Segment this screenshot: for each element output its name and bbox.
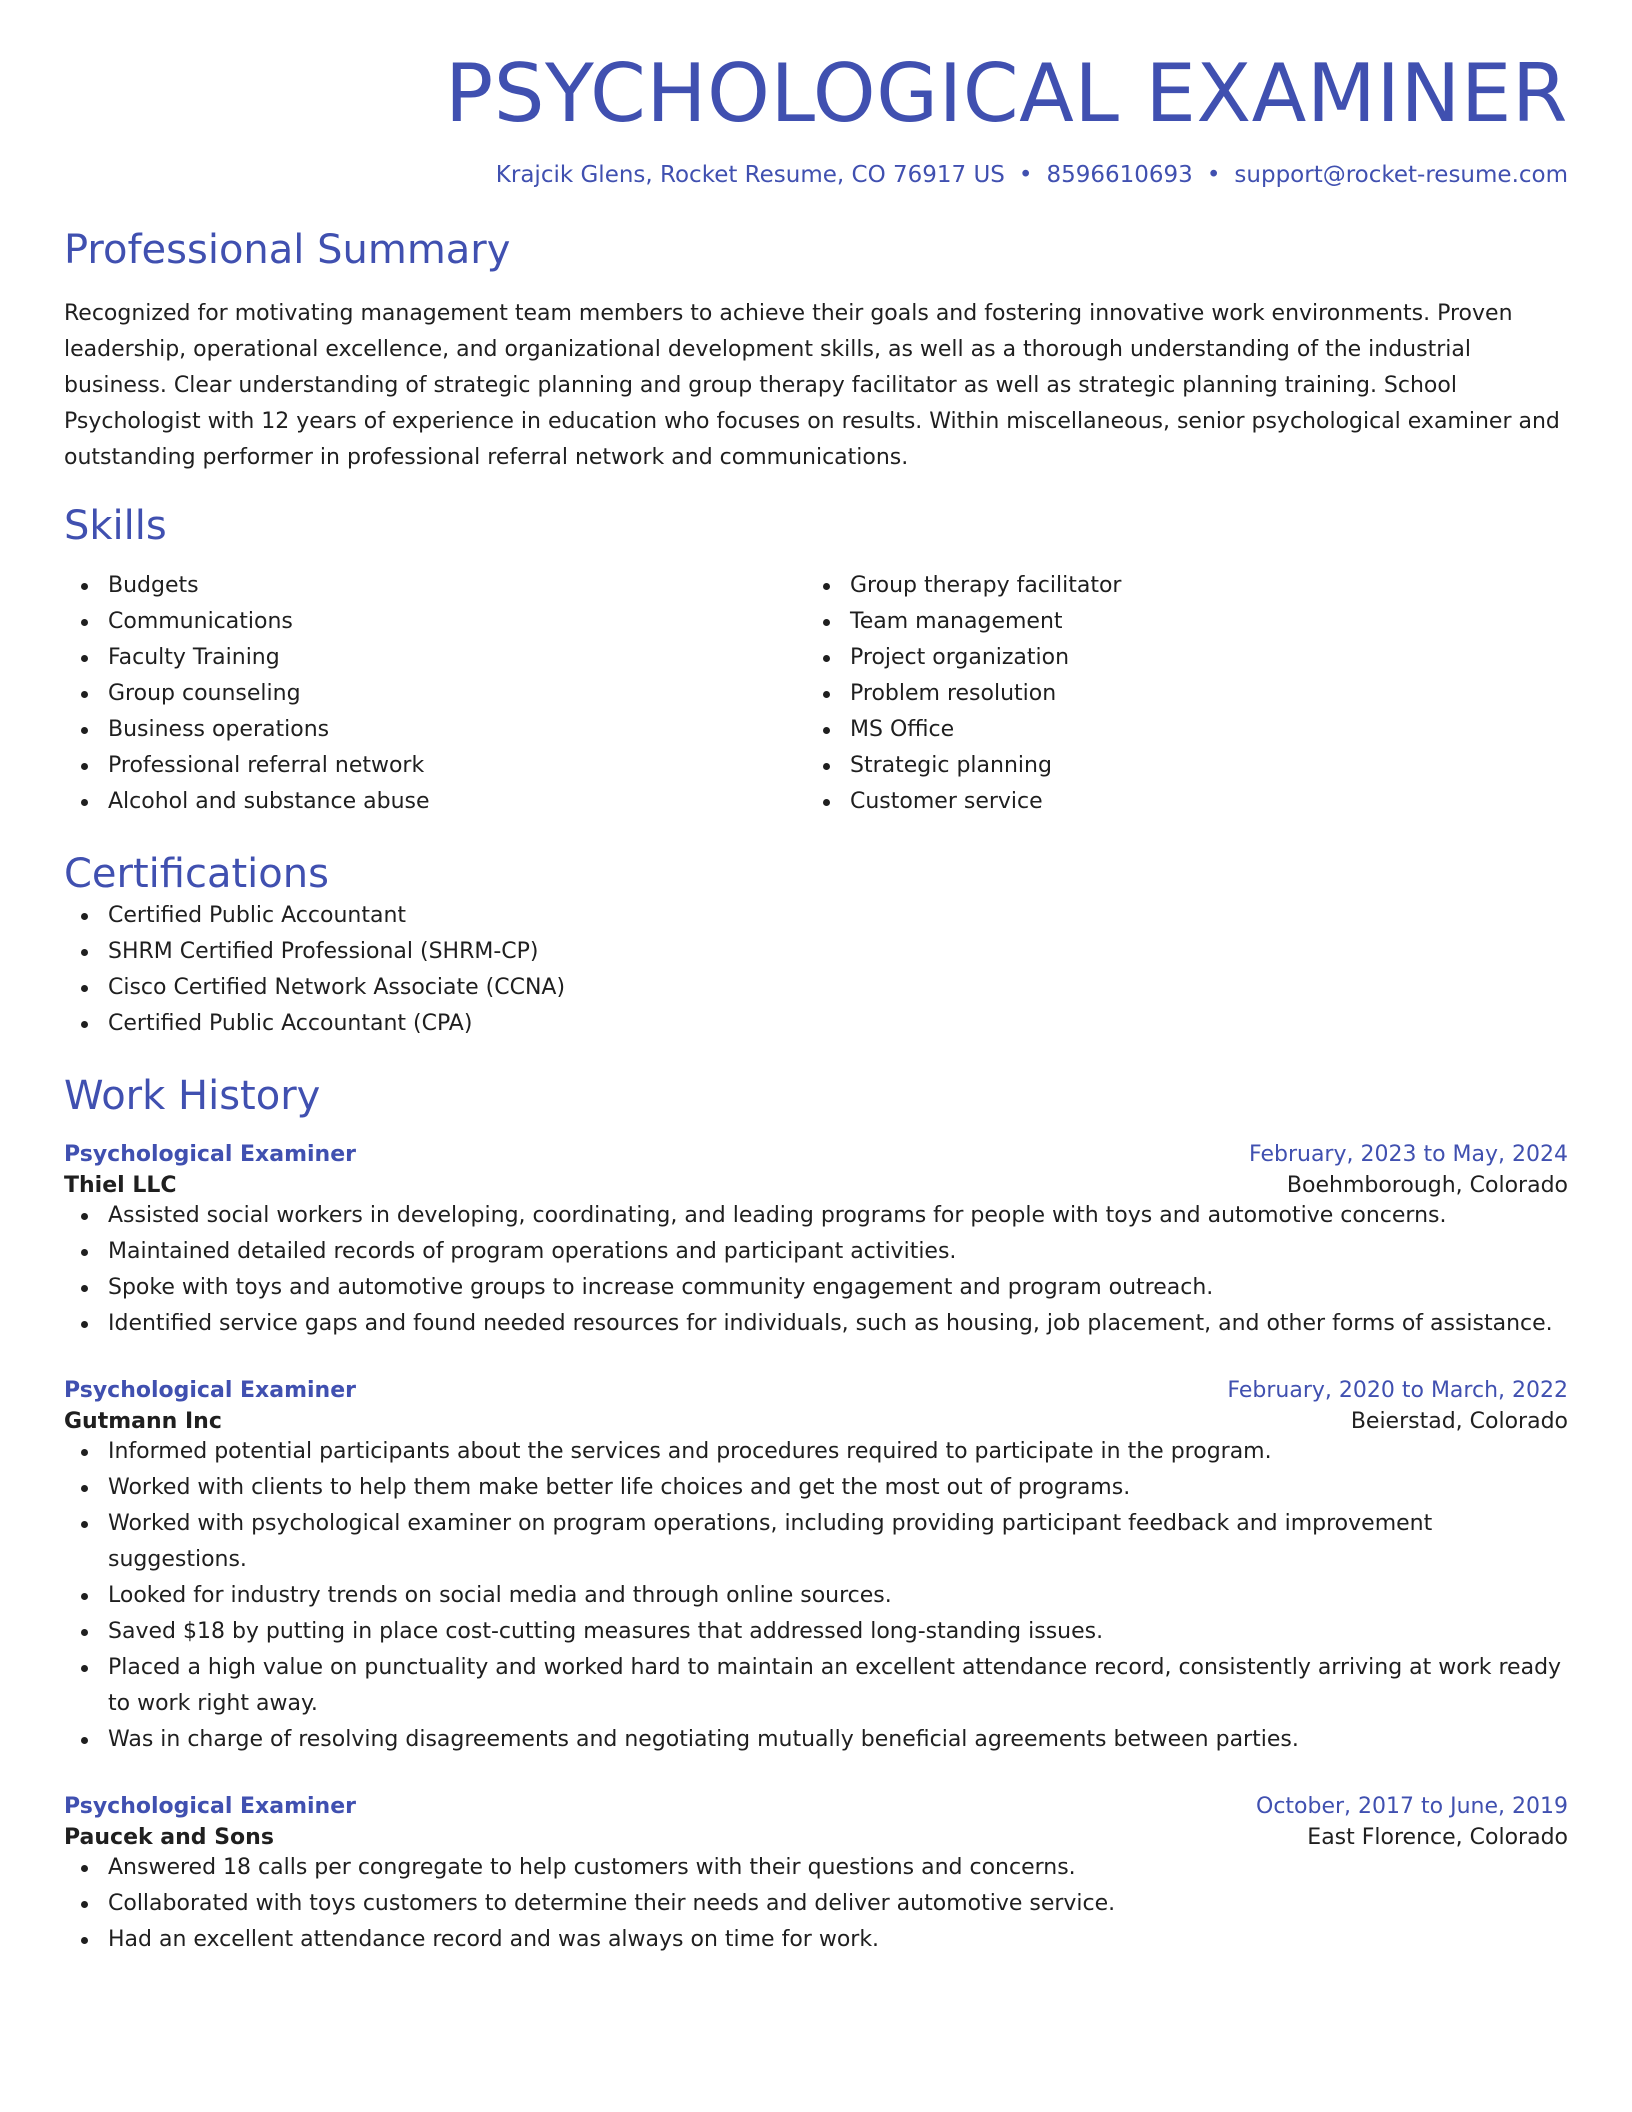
resume-header	[64, 47, 1568, 188]
job-bullet: Spoke with toys and automotive groups to increase community engagement and program outreach.	[64, 1270, 1568, 1306]
contact-email: support@rocket-resume.com	[1234, 162, 1568, 188]
certification-item: Certified Public Accountant	[64, 898, 1568, 934]
skills-column-right	[806, 568, 1548, 820]
job-bullet: Worked with psychological examiner on program operations, including providing participant feedback and improvement suggestions.	[64, 1506, 1568, 1578]
job-bullet: Collaborated with toys customers to determine their needs and deliver automotive service.	[64, 1886, 1568, 1922]
job-company-row	[64, 1409, 1568, 1434]
section-title-skills: Skills	[64, 503, 167, 549]
section-title-summary: Professional Summary	[64, 227, 511, 273]
skill-item: Faculty Training	[64, 640, 806, 676]
job-title: Psychological Examiner	[64, 1794, 356, 1819]
job-company: Gutmann Inc	[64, 1409, 222, 1434]
skill-item: Team management	[806, 604, 1548, 640]
job-title: Psychological Examiner	[64, 1378, 356, 1403]
job-bullets	[64, 1434, 1568, 1758]
skill-item: Project organization	[806, 640, 1548, 676]
job-location: Boehmborough, Colorado	[1286, 1173, 1568, 1198]
certification-item: SHRM Certified Professional (SHRM-CP)	[64, 934, 1568, 970]
skill-item: MS Office	[806, 712, 1548, 748]
skills-list-right	[806, 568, 1548, 820]
job-company-row	[64, 1173, 1568, 1198]
skill-item: Group counseling	[64, 676, 806, 712]
job-header-row	[64, 1142, 1568, 1167]
skill-item: Customer service	[806, 784, 1548, 820]
job-dates: October, 2017 to June, 2019	[1256, 1794, 1568, 1819]
certification-item: Cisco Certified Network Associate (CCNA)	[64, 970, 1568, 1006]
job-bullet: Assisted social workers in developing, coordinating, and leading programs for people with toys and automotive concerns.	[64, 1198, 1568, 1234]
skill-item: Communications	[64, 604, 806, 640]
job-bullet: Looked for industry trends on social media and through online sources.	[64, 1578, 1568, 1614]
job-entry	[64, 1794, 1568, 1958]
job-header-row	[64, 1794, 1568, 1819]
job-title: Psychological Examiner	[64, 1142, 356, 1167]
section-title-work-history: Work History	[64, 1073, 321, 1119]
job-location: Beierstad, Colorado	[1350, 1409, 1568, 1434]
job-dates: February, 2020 to March, 2022	[1227, 1378, 1568, 1403]
skills-grid	[64, 568, 1568, 820]
job-company: Thiel LLC	[64, 1173, 177, 1198]
job-bullets	[64, 1198, 1568, 1342]
contact-separator: •	[1206, 162, 1221, 188]
skill-item: Budgets	[64, 568, 806, 604]
skill-item: Business operations	[64, 712, 806, 748]
skill-item: Problem resolution	[806, 676, 1548, 712]
job-bullet: Maintained detailed records of program operations and participant activities.	[64, 1234, 1568, 1270]
summary-text: Recognized for motivating management team members to achieve their goals and fostering innovative work environments. Proven leadership, operational excellence, and organizational development skills, as well as a thorough understanding of the industrial business. Clear understanding of strategic planning and group therapy facilitator as well as strategic planning training. School Psychologist with 12 years of experience in education who focuses on results. Within miscellaneous, senior psychological examiner and outstanding performer in professional referral network and communications.	[64, 301, 1560, 470]
section-title-certifications: Certifications	[64, 851, 329, 897]
job-header-row	[64, 1378, 1568, 1403]
certification-item: Certified Public Accountant (CPA)	[64, 1006, 1568, 1042]
contact-separator: •	[1018, 162, 1033, 188]
skill-item: Strategic planning	[806, 748, 1548, 784]
job-bullet: Identified service gaps and found needed resources for individuals, such as housing, job placement, and other forms of assistance.	[64, 1306, 1568, 1342]
skill-item: Professional referral network	[64, 748, 806, 784]
job-bullet: Informed potential participants about the services and procedures required to participate in the program.	[64, 1434, 1568, 1470]
job-dates: February, 2023 to May, 2024	[1249, 1142, 1568, 1167]
job-bullet: Saved $18 by putting in place cost-cutting measures that addressed long-standing issues.	[64, 1614, 1568, 1650]
job-bullet: Had an excellent attendance record and was always on time for work.	[64, 1922, 1568, 1958]
job-company-row	[64, 1825, 1568, 1850]
job-bullets	[64, 1850, 1568, 1958]
certifications-list	[64, 898, 1568, 1042]
job-bullet: Placed a high value on punctuality and worked hard to maintain an excellent attendance record, consistently arriving at work ready to work right away.	[64, 1650, 1568, 1722]
job-company: Paucek and Sons	[64, 1825, 274, 1850]
job-entry	[64, 1378, 1568, 1758]
contact-line	[64, 162, 1568, 188]
contact-address: Krajcik Glens, Rocket Resume, CO 76917 US	[495, 162, 1005, 188]
contact-phone: 8596610693	[1046, 162, 1193, 188]
skills-list-left	[64, 568, 806, 820]
skill-item: Alcohol and substance abuse	[64, 784, 806, 820]
job-bullet: Answered 18 calls per congregate to help customers with their questions and concerns.	[64, 1850, 1568, 1886]
job-entry	[64, 1142, 1568, 1342]
job-location: East Florence, Colorado	[1307, 1825, 1568, 1850]
resume-name: PSYCHOLOGICAL EXAMINER	[444, 47, 1568, 140]
skill-item: Group therapy facilitator	[806, 568, 1548, 604]
job-bullet: Was in charge of resolving disagreements and negotiating mutually beneficial agreements between parties.	[64, 1722, 1568, 1758]
skills-column-left	[64, 568, 806, 820]
job-bullet: Worked with clients to help them make better life choices and get the most out of programs.	[64, 1470, 1568, 1506]
